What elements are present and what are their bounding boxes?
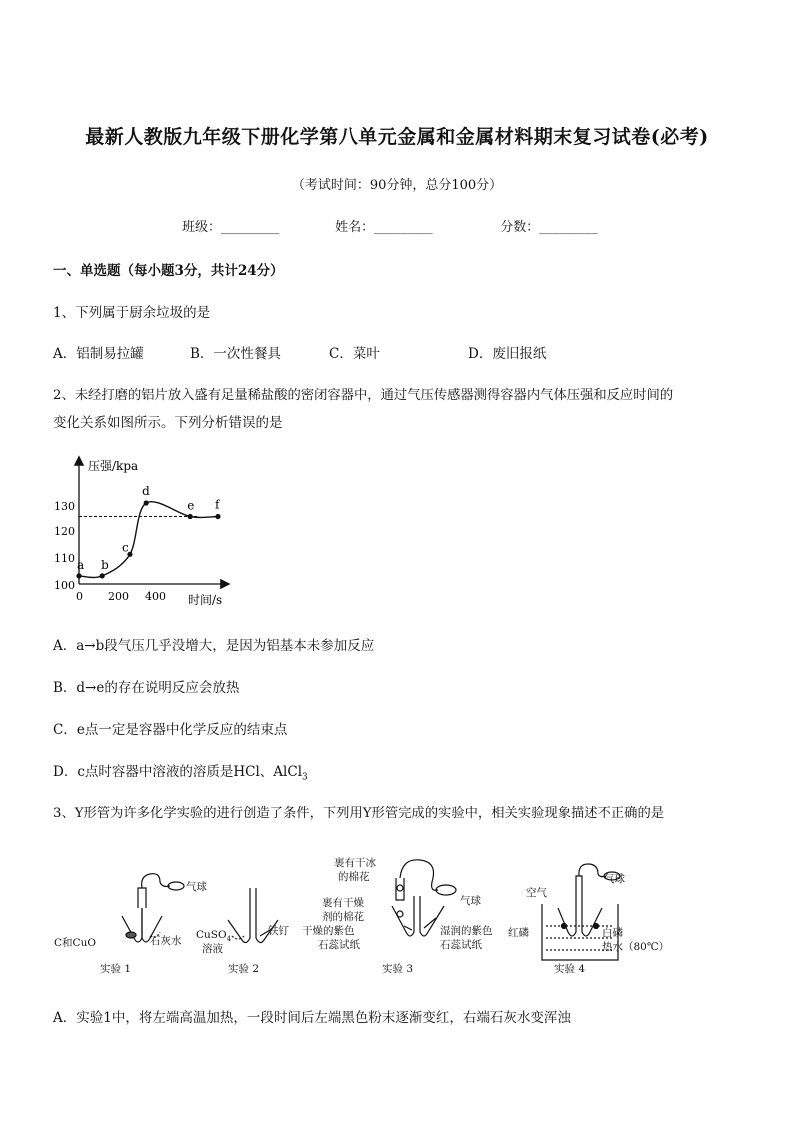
exp3-mid-label-2: 剂的棉花 [322, 911, 364, 923]
exp4-air-label: 空气 [526, 887, 547, 899]
q2-option-b: B．d→e的存在说明反应会放热 [53, 680, 240, 696]
exp3-left-label-1: 干燥的紫色 [302, 925, 355, 937]
y-tick-130: 130 [54, 500, 75, 513]
score-field[interactable]: 分数：_________ [500, 220, 598, 235]
q1-option-c: C．菜叶 [329, 346, 380, 362]
exp4-balloon-label: 气球 [604, 873, 625, 885]
y-tube-experiments-figure [52, 848, 692, 980]
q2-option-a: A．a→b段气压几乎没增大，是因为铝基本未参加反应 [53, 638, 375, 654]
q1-option-a: A．铝制易拉罐 [53, 346, 144, 362]
exp1-balloon-label: 气球 [186, 881, 207, 893]
point-label-c: c [121, 540, 129, 555]
exp4-water-label: 热水（80℃） [602, 941, 670, 953]
exp4-white-label: 白磷 [602, 927, 623, 939]
exp2-caption: 实验 2 [228, 963, 260, 975]
q2-option-d: D．c点时容器中溶液的溶质是HCl、AlCl$_3$ [53, 764, 308, 783]
exp4-red-label: 红磷 [508, 927, 529, 939]
point-label-b: b [101, 557, 109, 572]
exp3-right-label-1: 湿润的紫色 [440, 925, 493, 937]
pressure-curve [79, 502, 218, 578]
exp3-balloon-label: 气球 [460, 895, 481, 907]
point-label-f: f [215, 497, 220, 512]
exp3-left-label-2: 石蕊试纸 [318, 939, 360, 951]
experiment-1-apparatus [122, 874, 184, 942]
y-axis-label: 压强/kpa [88, 459, 139, 473]
y-tick-120: 120 [54, 525, 75, 538]
y-tick-100: 100 [54, 579, 75, 592]
class-field[interactable]: 班级：_________ [182, 220, 280, 235]
point-d [144, 500, 149, 505]
exp1-caption: 实验 1 [100, 963, 132, 975]
student-info-fields [182, 216, 598, 235]
exp3-top-label-2: 的棉花 [338, 871, 370, 883]
exp4-caption: 实验 4 [554, 963, 586, 975]
x-tick-0: 0 [76, 590, 83, 603]
q3-option-a: A．实验1中，将左端高温加热，一段时间后左端黑色粉末逐渐变红，右端石灰水变浑浊 [53, 1010, 571, 1026]
exp2-right-label: 铁钉 [268, 925, 289, 937]
exp1-right-label: 石灰水 [150, 935, 182, 947]
point-b [100, 573, 105, 578]
exp3-caption: 实验 3 [382, 963, 414, 975]
exp2-left-label-bottom: 溶液 [202, 943, 223, 955]
y-tick-110: 110 [54, 552, 75, 565]
point-label-d: d [142, 484, 150, 498]
exp2-left-label-top: CuSO$_4$ [196, 929, 232, 943]
exp3-mid-label-1: 裹有干燥 [322, 897, 364, 909]
point-a [76, 573, 81, 578]
point-f [215, 514, 220, 519]
q1-option-d: D．废旧报纸 [468, 346, 547, 362]
x-tick-200: 200 [108, 590, 129, 603]
point-label-e: e [187, 498, 195, 513]
q2-option-c: C．e点一定是容器中化学反应的结束点 [53, 722, 288, 738]
exp3-top-label-1: 裹有干冰 [334, 857, 376, 869]
x-axis-label: 时间/s [188, 593, 223, 607]
exp1-left-label: C和CuO [54, 937, 96, 949]
x-tick-400: 400 [145, 590, 166, 603]
exam-subtitle: （考试时间：90分钟，总分100分） [291, 178, 503, 193]
pressure-time-chart [52, 450, 242, 610]
point-label-a: a [77, 557, 85, 572]
question-2-stem-line1: 2、未经打磨的铝片放入盛有足量稀盐酸的密闭容器中，通过气压传感器测得容器内气体压强和反应时间的 [53, 388, 674, 403]
exp3-right-label-2: 石蕊试纸 [440, 939, 482, 951]
question-2-stem-line2: 变化关系如图所示。下列分析错误的是 [53, 415, 283, 431]
exam-title: 最新人教版九年级下册化学第八单元金属和金属材料期末复习试卷(必考) [85, 126, 709, 148]
point-e [188, 514, 193, 519]
question-1-stem: 1、下列属于厨余垃圾的是 [53, 305, 211, 321]
name-field[interactable]: 姓名：_________ [335, 220, 433, 235]
question-3-stem: 3、Y形管为许多化学实验的进行创造了条件，下列用Y形管完成的实验中，相关实验现象描述不正确的是 [53, 806, 665, 821]
section-heading: 一、单选题（每小题3分，共计24分） [53, 263, 284, 279]
q1-option-b: B．一次性餐具 [190, 346, 281, 362]
